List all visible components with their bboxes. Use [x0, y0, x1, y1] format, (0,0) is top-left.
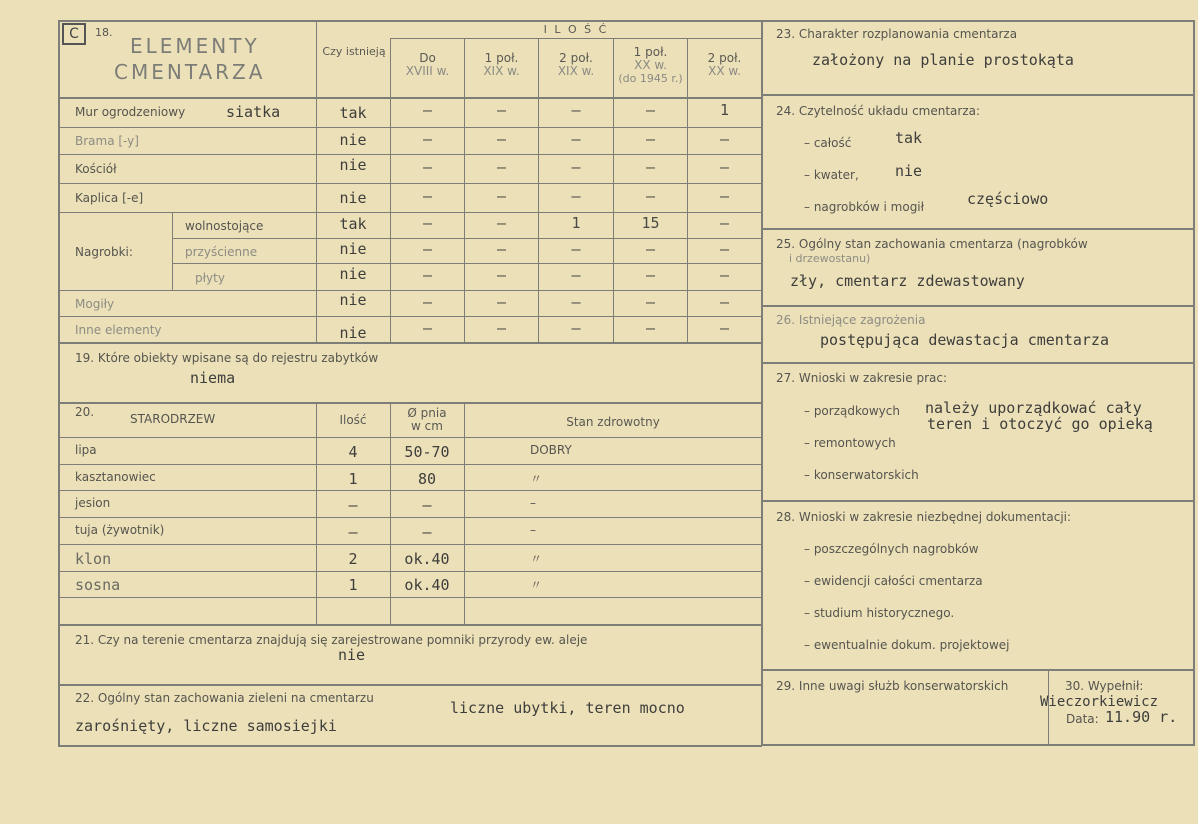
tree-stan: DOBRY [530, 443, 572, 457]
section25-label-2: i drzewostanu) [789, 252, 871, 265]
grid-h [58, 544, 762, 545]
exists-mur: tak [339, 104, 367, 122]
grid-h [58, 624, 762, 626]
tree-name: sosna [75, 576, 121, 594]
grid-h [172, 238, 762, 239]
row-label-kaplica: Kaplica [-e] [75, 191, 144, 205]
tree-count: 4 [348, 443, 358, 461]
section27-value-1: należy uporządkować cały [925, 399, 1142, 417]
section28-item-2: – studium historycznego. [804, 606, 955, 620]
row-label-wolnostojace: wolnostojące [185, 219, 264, 233]
section24-label: 24. Czytelność układu cmentarza: [776, 104, 981, 118]
count-cell: 1 [571, 214, 581, 232]
period-col-1: 1 poł. XIX w. [483, 51, 520, 78]
grid-h [58, 127, 762, 128]
grid-h [761, 94, 1195, 96]
count-cell: – [496, 214, 507, 232]
row-label-mogily: Mogiły [75, 297, 115, 311]
row-label-przyscienne: przyścienne [185, 245, 258, 259]
tree-count: – [348, 496, 358, 514]
count-cell: – [422, 240, 433, 258]
tree-diam: – [422, 523, 432, 541]
tree-stan: 〃 [530, 472, 543, 486]
count-cell: – [645, 158, 656, 176]
right-bottom [761, 744, 1195, 746]
row-label-brama: Brama [-y] [75, 134, 139, 148]
section28-item-0: – poszczególnych nagrobków [804, 542, 979, 556]
tree-name: jesion [75, 496, 111, 510]
exists-kaplica: nie [339, 189, 367, 207]
count-cell: – [571, 101, 581, 119]
section22-value-2: zarośnięty, liczne samosiejki [75, 717, 337, 735]
tree-stan: 〃 [530, 552, 543, 566]
section29-label: 29. Inne uwagi służb konserwatorskich [776, 679, 1009, 693]
tree-name: kasztanowiec [75, 470, 156, 484]
count-cell: – [719, 187, 730, 205]
tree-diam: ok.40 [404, 576, 450, 594]
grid-h [58, 684, 762, 686]
grid-h [58, 571, 762, 572]
tree-name: lipa [75, 443, 97, 457]
tree-name: klon [75, 550, 112, 568]
section24-value-kwater: nie [895, 162, 923, 180]
section30-name: Wieczorkiewicz [1040, 694, 1159, 710]
grid-v [172, 212, 173, 290]
count-cell: – [645, 319, 656, 337]
count-cell: – [422, 266, 433, 284]
grid-h [58, 464, 762, 465]
row-label-inne: Inne elementy [75, 323, 162, 337]
tree-count: 1 [348, 576, 358, 594]
tree-diam: ok.40 [404, 550, 450, 568]
section25-label-1: 25. Ogólny stan zachowania cmentarza (nagrobków [776, 237, 1088, 251]
count-cell: 1 [719, 101, 730, 119]
row-label-kosciol: Kościół [75, 162, 117, 176]
section18-title-1: ELEMENTY [130, 34, 260, 58]
section25-value: zły, cmentarz zdewastowany [790, 272, 1025, 290]
grid-h [761, 228, 1195, 230]
count-cell: – [645, 187, 656, 205]
count-cell: – [719, 319, 730, 337]
section28-label: 28. Wnioski w zakresie niezbędnej dokumentacji: [776, 510, 1072, 524]
grid-h [58, 183, 762, 184]
section24-item-kwater: – kwater, [804, 168, 859, 182]
grid-h [58, 212, 762, 213]
count-cell: – [719, 266, 730, 284]
count-cell: – [496, 240, 507, 258]
right-edge [1193, 20, 1195, 746]
section22-value-1: liczne ubytki, teren mocno [450, 699, 685, 717]
count-cell: – [571, 266, 581, 284]
section21-label: 21. Czy na terenie cmentarza znajdują się zarejestrowane pomniki przyrody ew. aleje [75, 633, 588, 647]
grid-h [58, 437, 762, 438]
count-cell: – [422, 293, 433, 311]
count-cell: – [645, 266, 656, 284]
frame-middle [761, 20, 763, 746]
tree-count: – [348, 523, 358, 541]
card-letter: C [62, 23, 86, 45]
count-cell: – [719, 240, 730, 258]
count-cell: – [422, 319, 433, 337]
section21-value: nie [338, 646, 366, 664]
tree-count: 1 [348, 470, 358, 488]
section24-value-nagrobkow: częściowo [967, 190, 1049, 208]
exists-kosciol: nie [339, 156, 367, 174]
col-tree-ilosc: Ilość [339, 413, 367, 427]
section26-value: postępująca dewastacja cmentarza [820, 331, 1109, 349]
count-cell: – [571, 130, 581, 148]
grid-h [761, 362, 1195, 364]
section27-item-remontowych: – remontowych [804, 436, 896, 450]
nagrobki-label: Nagrobki: [75, 245, 133, 259]
tree-diam: – [422, 496, 432, 514]
count-cell: – [422, 101, 433, 119]
section18-number: 18. [95, 26, 113, 39]
count-cell: – [496, 293, 507, 311]
count-cell: – [571, 158, 581, 176]
tree-name: tuja (żywotnik) [75, 523, 165, 537]
col-czy-istnieja: Czy istnieją [322, 45, 386, 58]
frame-left [58, 20, 60, 746]
section23-value: założony na planie prostokąta [812, 51, 1074, 69]
count-cell: – [496, 319, 507, 337]
row-extra-mur: siatka [226, 103, 281, 121]
count-cell: – [496, 130, 507, 148]
exists-mogily: nie [339, 291, 367, 309]
section27-item-konserwatorskich: – konserwatorskich [804, 468, 919, 482]
section20-title: STARODRZEW [130, 412, 216, 426]
ilosc-header: I L O Ś Ć [543, 23, 609, 36]
count-cell: – [571, 187, 581, 205]
section19-value: niema [190, 369, 236, 387]
section24-value-calosc: tak [895, 129, 923, 147]
exists-plyty: nie [339, 265, 367, 283]
section27-value-2: teren i otoczyć go opieką [927, 415, 1153, 433]
section24-item-calosc: – całość [804, 136, 852, 150]
count-cell: – [571, 319, 581, 337]
grid-v [464, 402, 465, 624]
grid-h [761, 669, 1195, 671]
count-cell: – [422, 158, 433, 176]
period-col-4: 2 poł. XX w. [707, 51, 742, 78]
exists-brama: nie [339, 131, 367, 149]
grid-h [58, 316, 762, 317]
section26-label: 26. Istniejące zagrożenia [776, 313, 926, 327]
section18-title-2: CMENTARZA [114, 60, 266, 84]
tree-diam: 50-70 [404, 443, 450, 461]
count-cell: – [571, 293, 581, 311]
count-cell: – [496, 266, 507, 284]
count-cell: – [496, 101, 507, 119]
grid-h [58, 154, 762, 155]
section19-label: 19. Które obiekty wpisane są do rejestru zabytków [75, 351, 379, 365]
count-cell: – [719, 158, 730, 176]
period-col-2: 2 poł. XIX w. [557, 51, 595, 78]
row-label-mur: Mur ogrodzeniowy [75, 105, 186, 119]
grid-h [761, 500, 1195, 502]
tree-stan: – [530, 523, 536, 537]
grid-h [58, 290, 762, 291]
section23-label: 23. Charakter rozplanowania cmentarza [776, 27, 1018, 41]
count-cell: – [645, 130, 656, 148]
count-cell: – [422, 130, 433, 148]
section24-item-nagrobkow: – nagrobków i mogił [804, 200, 925, 214]
frame-bottom [58, 745, 762, 747]
count-cell: – [645, 293, 656, 311]
count-cell: – [719, 293, 730, 311]
period-col-0: Do XVIII w. [405, 51, 450, 78]
exists-wolnostojace: tak [339, 215, 367, 233]
count-cell: – [496, 187, 507, 205]
section28-item-1: – ewidencji całości cmentarza [804, 574, 983, 588]
count-cell: – [422, 187, 433, 205]
grid-h [58, 97, 762, 99]
right-top [761, 20, 1195, 22]
grid-h [172, 263, 762, 264]
grid-h [390, 38, 762, 39]
tree-diam: 80 [417, 470, 437, 488]
section30-date-value: 11.90 r. [1105, 708, 1178, 726]
exists-przyscienne: nie [339, 240, 367, 258]
grid-h [58, 517, 762, 518]
col-tree-diam: Ø pnia w cm [407, 406, 447, 433]
tree-count: 2 [348, 550, 358, 568]
grid-h [58, 402, 762, 404]
col-tree-stan: Stan zdrowotny [566, 415, 660, 429]
grid-h [58, 597, 762, 598]
tree-stan: 〃 [530, 578, 543, 592]
section30-date-label: Data: [1066, 712, 1099, 726]
count-cell: – [719, 130, 730, 148]
count-cell: – [719, 214, 730, 232]
tree-stan: – [530, 496, 536, 510]
exists-inne: nie [339, 324, 367, 342]
section30-label: 30. Wypełnił: [1065, 679, 1144, 693]
period-col-3: 1 poł. XX w. (do 1945 r.) [618, 45, 683, 85]
section27-item-porzadkowych: – porządkowych [804, 404, 900, 418]
count-cell: – [422, 214, 433, 232]
count-cell: 15 [641, 214, 660, 232]
count-cell: – [496, 158, 507, 176]
grid-h [58, 490, 762, 491]
section20-number: 20. [75, 405, 95, 419]
section22-label: 22. Ogólny stan zachowania zieleni na cmentarzu [75, 691, 374, 705]
section28-item-3: – ewentualnie dokum. projektowej [804, 638, 1010, 652]
count-cell: – [645, 101, 656, 119]
row-label-plyty: płyty [195, 271, 225, 285]
grid-h [761, 305, 1195, 307]
count-cell: – [645, 240, 656, 258]
count-cell: – [571, 240, 581, 258]
grid-h [58, 342, 762, 344]
frame-top [58, 20, 762, 22]
section27-label: 27. Wnioski w zakresie prac: [776, 371, 948, 385]
